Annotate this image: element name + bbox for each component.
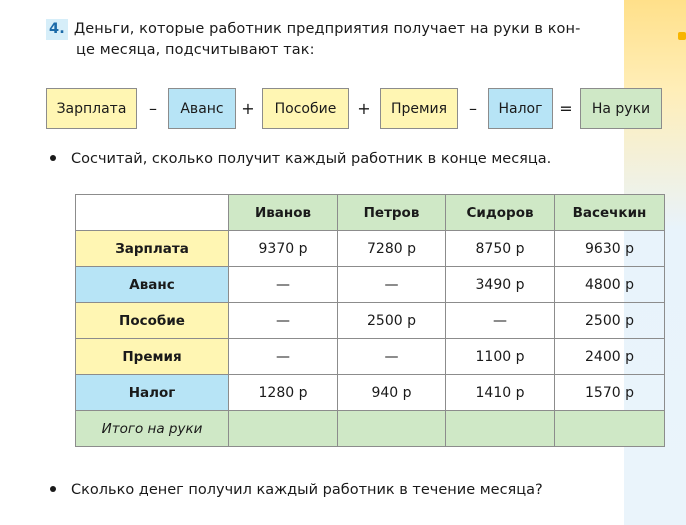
formula-operator-plus: + xyxy=(357,99,371,118)
total-answer-cell[interactable] xyxy=(229,411,338,447)
table-cell: 1280 р xyxy=(229,375,338,411)
column-header: Сидоров xyxy=(446,195,555,231)
table-cell: 2500 р xyxy=(338,303,446,339)
table-cell: 9370 р xyxy=(229,231,338,267)
page-edge-marker xyxy=(678,32,686,40)
table-row xyxy=(76,231,665,267)
column-header: Петров xyxy=(338,195,446,231)
table-cell: — xyxy=(338,267,446,303)
table-cell: 1100 р xyxy=(446,339,555,375)
formula-term-take-home: На руки xyxy=(580,88,662,129)
formula-term-bonus: Премия xyxy=(380,88,458,129)
table-row xyxy=(76,303,665,339)
column-header: Иванов xyxy=(229,195,338,231)
formula-term-salary: Зарплата xyxy=(46,88,137,129)
table-cell: — xyxy=(229,267,338,303)
formula-term-allowance: Пособие xyxy=(262,88,349,129)
table-row xyxy=(76,375,665,411)
table-corner-cell xyxy=(76,195,229,231)
formula-operator-minus: – xyxy=(149,99,157,118)
table-cell: — xyxy=(446,303,555,339)
bullet-question-1 xyxy=(50,149,551,169)
bullet-question-2 xyxy=(50,480,543,500)
table-cell: 1570 р xyxy=(555,375,665,411)
row-label-total: Итого на руки xyxy=(76,411,229,447)
table-header-row xyxy=(76,195,665,231)
table-cell: 8750 р xyxy=(446,231,555,267)
total-answer-cell[interactable] xyxy=(338,411,446,447)
table-cell: 2400 р xyxy=(555,339,665,375)
table-row xyxy=(76,339,665,375)
task-line-1 xyxy=(46,19,666,40)
table-row xyxy=(76,267,665,303)
table-cell: 940 р xyxy=(338,375,446,411)
table-total-row xyxy=(76,411,665,447)
bullet-dot-icon xyxy=(50,155,56,161)
bullet-text-1: Сосчитай, сколько получит каждый работник в конце месяца. xyxy=(71,151,552,167)
total-answer-cell[interactable] xyxy=(446,411,555,447)
bullet-text-2: Сколько денег получил каждый работник в течение месяца? xyxy=(71,482,543,498)
table-cell: 9630 р xyxy=(555,231,665,267)
bullet-dot-icon xyxy=(50,486,56,492)
formula-operator-equals: = xyxy=(559,99,573,118)
table-cell: 3490 р xyxy=(446,267,555,303)
row-label-advance: Аванс xyxy=(76,267,229,303)
table-cell: 4800 р xyxy=(555,267,665,303)
row-label-bonus: Премия xyxy=(76,339,229,375)
task-line-2: це месяца, подсчитывают так: xyxy=(76,42,315,58)
table-cell: — xyxy=(229,303,338,339)
row-label-allowance: Пособие xyxy=(76,303,229,339)
task-statement xyxy=(46,19,666,61)
task-number: 4. xyxy=(46,19,68,40)
table-cell: 2500 р xyxy=(555,303,665,339)
total-answer-cell[interactable] xyxy=(555,411,665,447)
task-text-1: Деньги, которые работник предприятия получает на руки в кон- xyxy=(73,21,581,37)
formula-term-advance: Аванс xyxy=(168,88,236,129)
table-cell: 7280 р xyxy=(338,231,446,267)
row-label-salary: Зарплата xyxy=(76,231,229,267)
table-cell: — xyxy=(338,339,446,375)
table-cell: 1410 р xyxy=(446,375,555,411)
formula-term-tax: Налог xyxy=(488,88,553,129)
column-header: Васечкин xyxy=(555,195,665,231)
table-cell: — xyxy=(229,339,338,375)
formula-operator-plus: + xyxy=(241,99,255,118)
row-label-tax: Налог xyxy=(76,375,229,411)
salary-table xyxy=(75,194,665,447)
formula-operator-minus: – xyxy=(469,99,477,118)
